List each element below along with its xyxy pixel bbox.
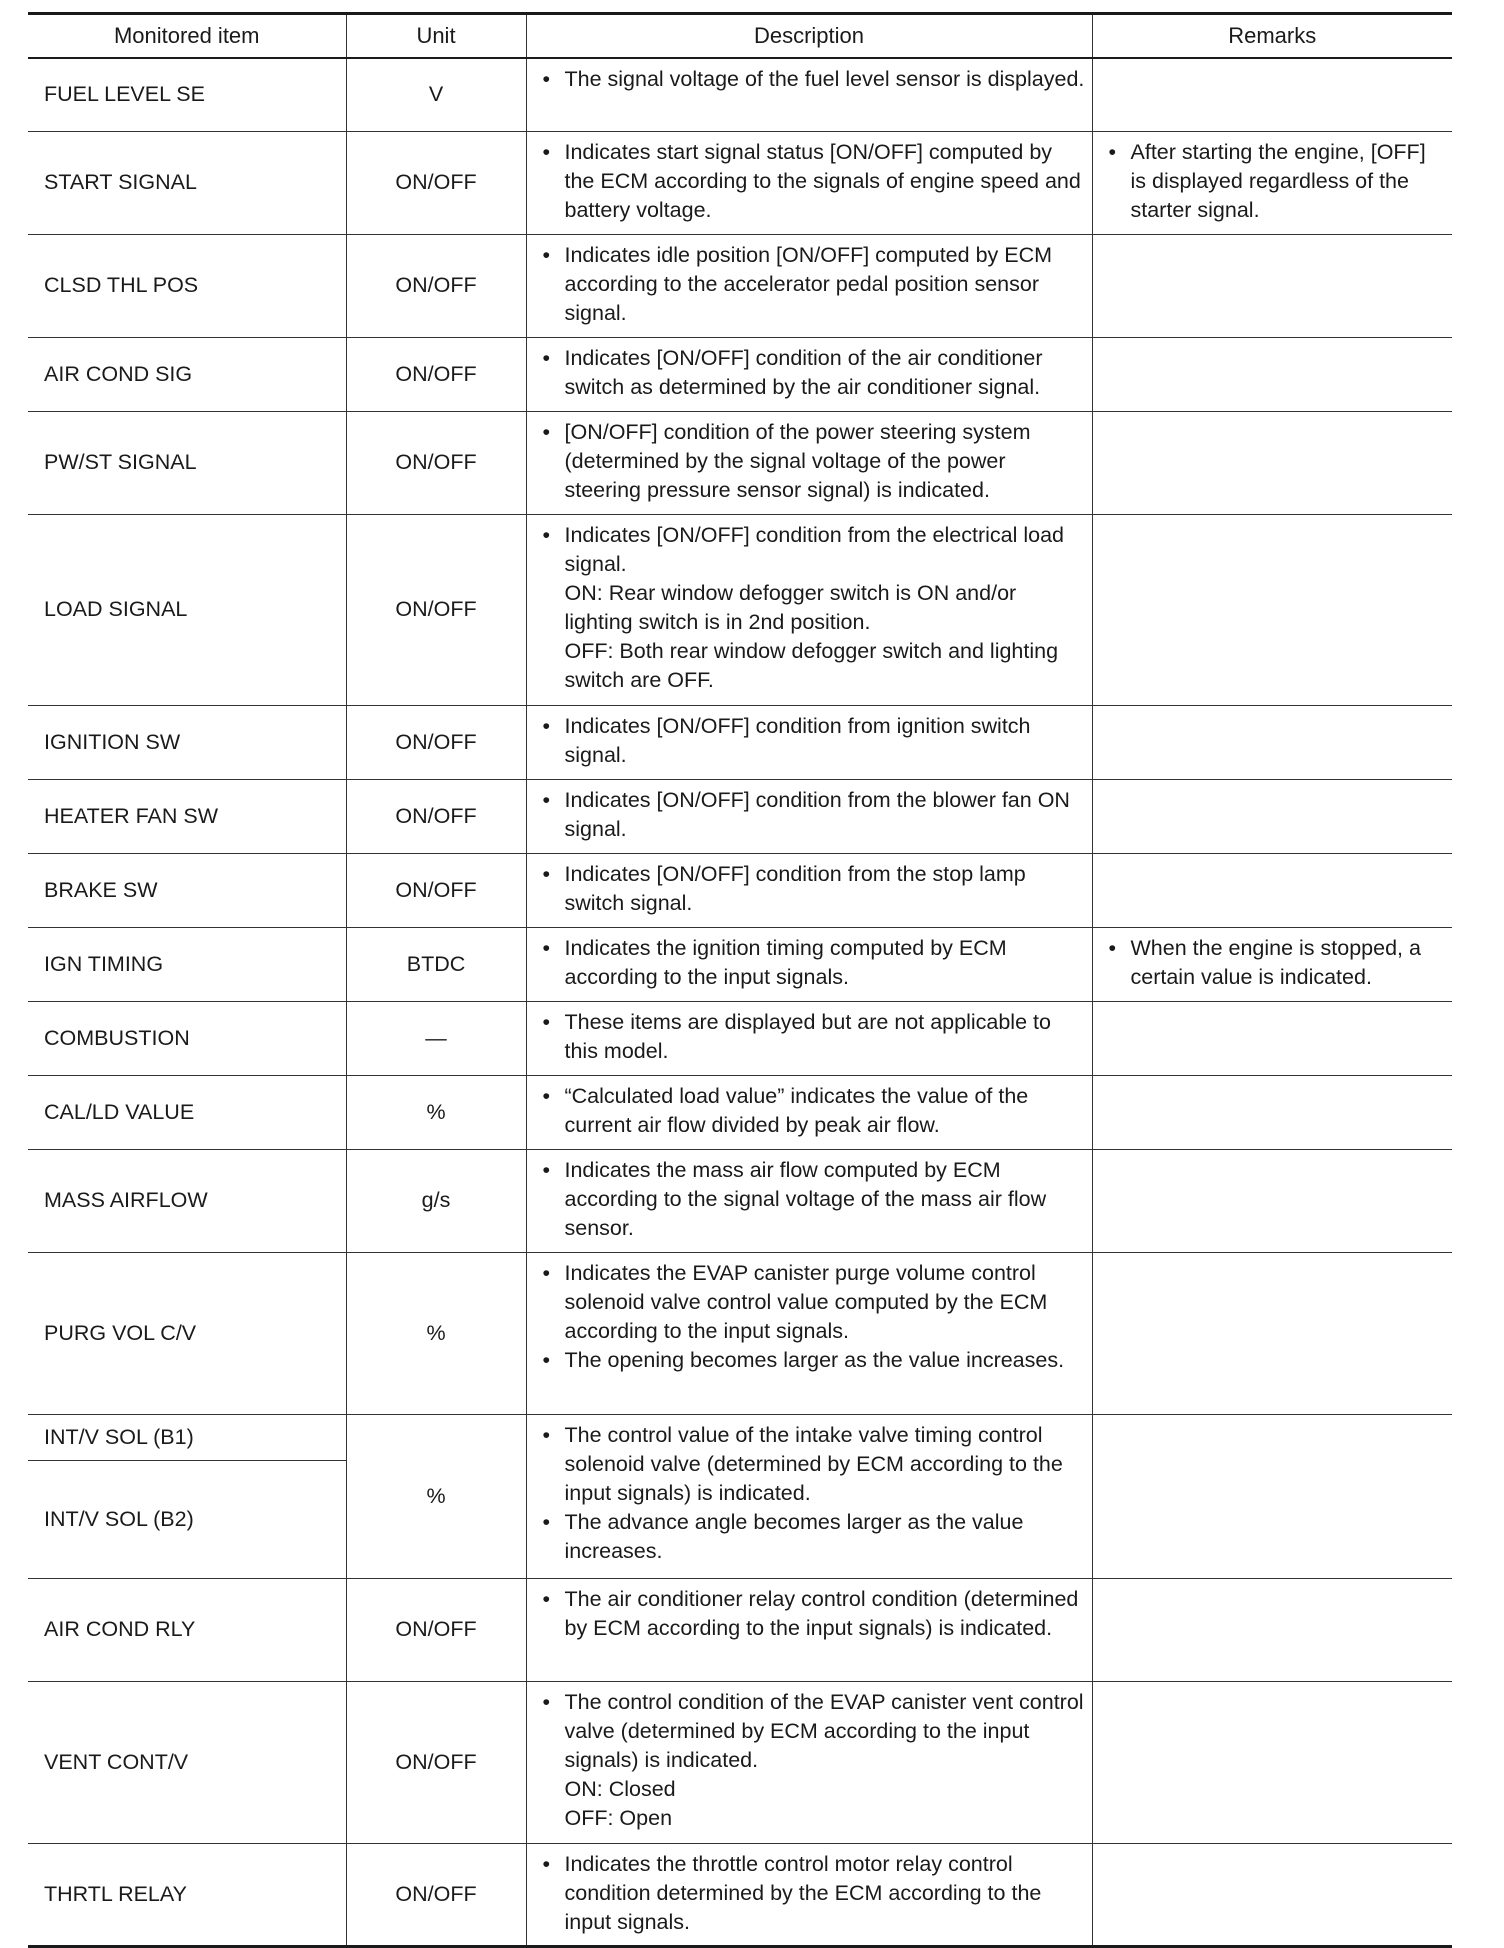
description-cell [526,1414,1092,1578]
monitored-item-cell: PURG VOL C/V [28,1252,346,1414]
remarks-cell [1092,1578,1452,1681]
unit-cell: ON/OFF [346,234,526,337]
unit-cell: V [346,58,526,131]
description-bullet: • The signal voltage of the fuel level sensor is displayed. [539,65,1086,94]
remarks-cell [1092,1001,1452,1075]
monitored-item-cell: START SIGNAL [28,131,346,234]
remarks-cell [1092,1414,1452,1578]
table-row [28,1252,1452,1414]
unit-cell: ON/OFF [346,514,526,705]
description-cell [526,927,1092,1001]
table-row [28,779,1452,853]
remark-bullet: • When the engine is stopped, a certain value is indicated. [1105,934,1447,992]
unit-cell: ON/OFF [346,779,526,853]
table-row [28,705,1452,779]
table-row [28,131,1452,234]
unit-cell: ON/OFF [346,337,526,411]
header-unit: Unit [346,14,526,59]
description-cell [526,1149,1092,1252]
monitored-item-cell: AIR COND SIG [28,337,346,411]
remarks-cell [1092,1252,1452,1414]
header-monitored-item: Monitored item [28,14,346,59]
description-cell [526,234,1092,337]
description-bullet: • Indicates the EVAP canister purge volume control solenoid valve control value computed by the ECM according to the input signals. [539,1259,1086,1346]
description-bullet: • [ON/OFF] condition of the power steering system (determined by the signal voltage of the power steering pressure sensor signal) is indicated. [539,418,1086,505]
description-bullet: • “Calculated load value” indicates the value of the current air flow divided by peak air flow. [539,1082,1086,1140]
remarks-cell [1092,1843,1452,1946]
description-cell [526,1075,1092,1149]
table-row [28,1075,1452,1149]
unit-cell: ON/OFF [346,705,526,779]
unit-cell: g/s [346,1149,526,1252]
unit-cell: ON/OFF [346,131,526,234]
monitored-item-cell: VENT CONT/V [28,1681,346,1843]
monitored-item-cell: IGN TIMING [28,927,346,1001]
unit-cell: ON/OFF [346,1578,526,1681]
description-cell [526,58,1092,131]
description-bullet: • Indicates [ON/OFF] condition from the blower fan ON signal. [539,786,1086,844]
remarks-cell [1092,514,1452,705]
table-row [28,1149,1452,1252]
table-row [28,411,1452,514]
description-bullet: • The opening becomes larger as the value increases. [539,1346,1086,1375]
monitored-item-cell: CLSD THL POS [28,234,346,337]
description-cell [526,705,1092,779]
monitored-item-cell: INT/V SOL (B2) [28,1460,346,1578]
header-description: Description [526,14,1092,59]
table-row [28,1681,1452,1843]
data-monitor-page [28,12,1452,1948]
remarks-cell [1092,705,1452,779]
monitored-item-cell: INT/V SOL (B1) [28,1414,346,1460]
description-cell [526,337,1092,411]
remarks-cell [1092,779,1452,853]
remarks-cell [1092,1075,1452,1149]
remarks-cell [1092,853,1452,927]
remarks-cell [1092,337,1452,411]
table-row [28,1414,1452,1460]
description-bullet: • Indicates the throttle control motor relay control condition determined by the ECM according to the input signals. [539,1850,1086,1937]
description-note: ON: Rear window defogger switch is ON and/or lighting switch is in 2nd position. [564,580,1017,634]
monitored-item-cell: HEATER FAN SW [28,779,346,853]
description-bullet: • Indicates [ON/OFF] condition from the stop lamp switch signal. [539,860,1086,918]
monitored-item-cell: IGNITION SW [28,705,346,779]
description-cell [526,779,1092,853]
monitored-item-cell: BRAKE SW [28,853,346,927]
description-bullet: • Indicates the ignition timing computed by ECM according to the input signals. [539,934,1086,992]
description-bullet: • The advance angle becomes larger as the value increases. [539,1508,1086,1566]
description-cell [526,411,1092,514]
remarks-cell [1092,1681,1452,1843]
description-cell [526,1001,1092,1075]
description-cell [526,1578,1092,1681]
description-note: OFF: Both rear window defogger switch and lighting switch are OFF. [564,638,1059,692]
unit-cell: % [346,1414,526,1578]
description-bullet: • Indicates [ON/OFF] condition from the electrical load signal. [539,521,1086,579]
monitored-item-cell: COMBUSTION [28,1001,346,1075]
description-bullet: • Indicates idle position [ON/OFF] computed by ECM according to the accelerator pedal position sensor signal. [539,241,1086,328]
description-cell [526,1843,1092,1946]
unit-cell: ON/OFF [346,853,526,927]
monitored-item-cell: AIR COND RLY [28,1578,346,1681]
description-bullet: • The control condition of the EVAP canister vent control valve (determined by ECM according to the input signals) is indicated. [539,1688,1086,1775]
description-bullet: • Indicates the mass air flow computed by ECM according to the signal voltage of the mass air flow sensor. [539,1156,1086,1243]
description-cell [526,1681,1092,1843]
description-note: OFF: Open [564,1805,673,1830]
remarks-cell [1092,234,1452,337]
description-cell [526,1252,1092,1414]
description-cell [526,514,1092,705]
monitored-item-cell: MASS AIRFLOW [28,1149,346,1252]
table-row [28,234,1452,337]
remarks-cell [1092,1149,1452,1252]
description-bullet: • The air conditioner relay control condition (determined by ECM according to the input signals) is indicated. [539,1585,1086,1643]
remarks-cell [1092,411,1452,514]
remarks-cell [1092,927,1452,1001]
monitor-items-table [28,12,1452,1948]
table-row [28,1001,1452,1075]
unit-cell: ON/OFF [346,1843,526,1946]
monitored-item-cell: PW/ST SIGNAL [28,411,346,514]
description-bullet: • Indicates [ON/OFF] condition of the air conditioner switch as determined by the air conditioner signal. [539,344,1086,402]
remarks-cell [1092,58,1452,131]
table-row [28,337,1452,411]
description-bullet: • The control value of the intake valve timing control solenoid valve (determined by ECM according to the input signals) is indicated. [539,1421,1086,1508]
description-note: ON: Closed [564,1776,676,1801]
unit-cell: — [346,1001,526,1075]
unit-cell: BTDC [346,927,526,1001]
unit-cell: % [346,1075,526,1149]
description-bullet: • Indicates start signal status [ON/OFF] computed by the ECM according to the signals of engine speed and battery voltage. [539,138,1086,225]
monitored-item-cell: FUEL LEVEL SE [28,58,346,131]
remarks-cell [1092,131,1452,234]
monitored-item-cell: THRTL RELAY [28,1843,346,1946]
unit-cell: % [346,1252,526,1414]
description-bullet: • Indicates [ON/OFF] condition from ignition switch signal. [539,712,1086,770]
table-row [28,58,1452,131]
monitored-item-cell: CAL/LD VALUE [28,1075,346,1149]
description-bullet: • These items are displayed but are not applicable to this model. [539,1008,1086,1066]
table-row [28,1843,1452,1946]
unit-cell: ON/OFF [346,1681,526,1843]
header-remarks: Remarks [1092,14,1452,59]
table-row [28,1578,1452,1681]
table-header-row [28,14,1452,59]
description-cell [526,131,1092,234]
table-row [28,927,1452,1001]
description-cell [526,853,1092,927]
unit-cell: ON/OFF [346,411,526,514]
remark-bullet: • After starting the engine, [OFF] is displayed regardless of the starter signal. [1105,138,1447,225]
table-row [28,514,1452,705]
table-row [28,853,1452,927]
monitored-item-cell: LOAD SIGNAL [28,514,346,705]
